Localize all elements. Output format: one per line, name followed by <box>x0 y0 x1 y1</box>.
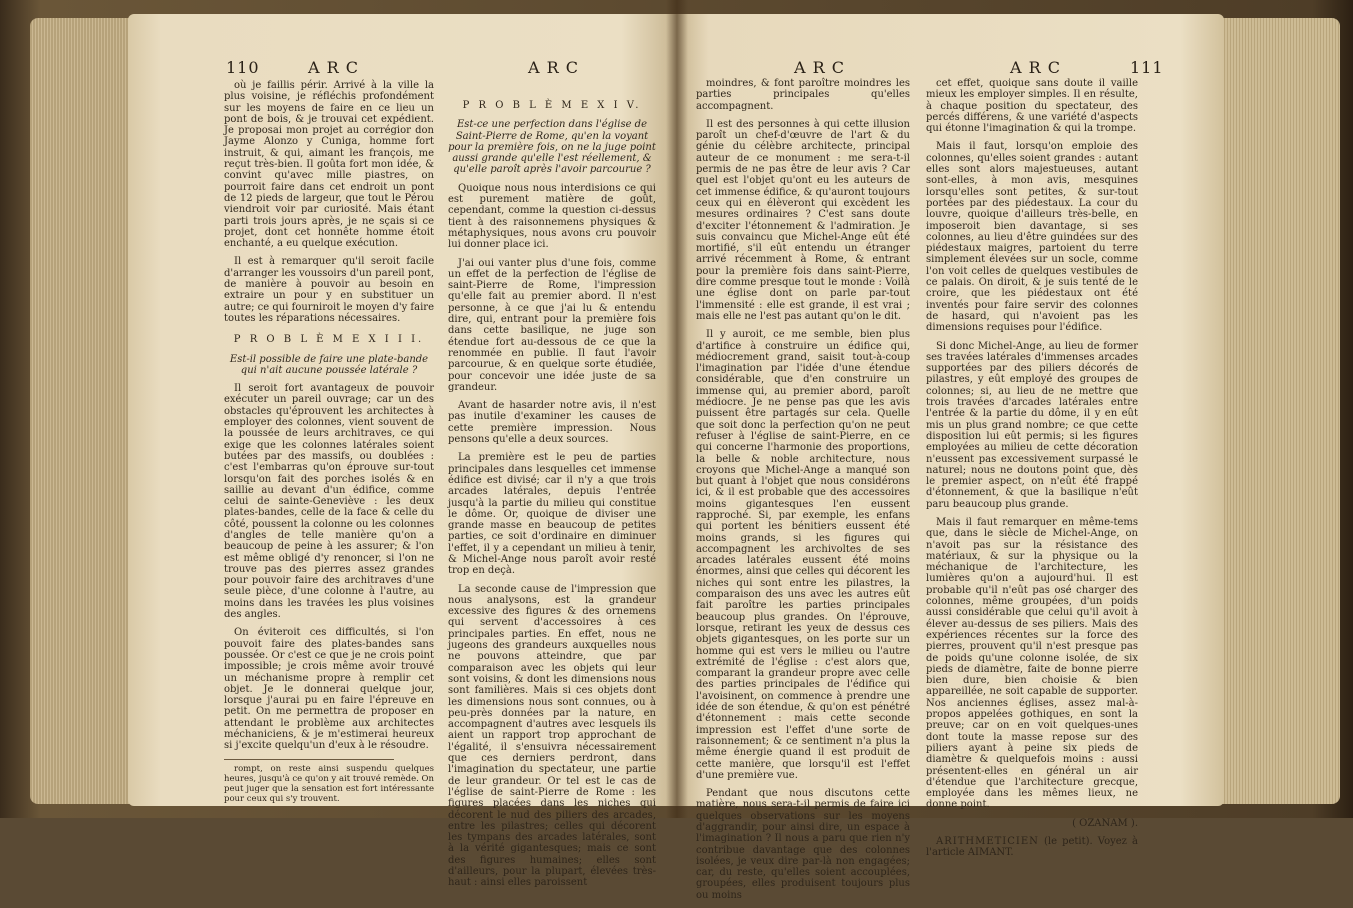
author-signature: ( OZANAM ). <box>1072 817 1138 829</box>
paragraph: Il seroit fort avantageux de pouvoir exécuter un pareil ouvrage; car un des obstacles qu'éprouvent les architectes à employer des colonnes, vient souvent de la poussée de leurs architraves, ce qui exige que les colonnes latérales soient butées par des massifs, ou doublées : c'est l'embarras qu'on éprouve sur-tout lorsqu'on fait des porches isolés & en saillie au devant d'un édifice, comme celui de sainte-Geneviève : les deux plates-bandes, celle de la face & celle du côté, poussent la colonne ou les colonnes d'angles de telle manière qu'on a beaucoup de peine à les assurer; & l'on est même obligé d'y renoncer, si l'on ne trouve pas des pierres assez grandes pour pouvoir faire des architraves d'une seule pièce, d'une colonne à l'autre, au moins dans les travées les plus voisines des angles. <box>224 383 434 621</box>
right-page-stack <box>1222 18 1340 804</box>
paragraph: La première est le peu de parties principales dans lesquelles cet immense édifice est divisé; car il n'y a que trois arcades latérales, depuis l'entrée jusqu'à la partie du milieu qui constitue le dôme. Or, quoique de diviser une grande masse en beaucoup de petites parties, ce soit d'ordinaire en diminuer l'effet, il y a cependant un milieu à tenir, & Michel-Ange nous paroît avoir resté trop en deçà. <box>448 452 656 577</box>
page-number-left: 110 <box>226 58 260 77</box>
right-column-1 <box>696 78 910 908</box>
entry-headword: ARITHMETICIEN <box>936 836 1039 847</box>
paragraph: Si donc Michel-Ange, au lieu de former ses travées latérales d'immenses arcades supportées par des piliers décorés de pilastres, y eût employé des groupes de colonnes; si, au lieu de ne mettre que trois travées d'arcades latérales entre l'entrée & la partie du dôme, il y en eût mis un plus grand nombre; ce que cette disposition lui eût permis; si les figures employées au milieu de cette décoration n'eussent pas excessivement surpassé le naturel; nous ne doutons point que, dès le premier aspect, on n'eût été frappé d'étonnement, & que la basilique n'eût paru beaucoup plus grande. <box>926 340 1138 510</box>
right-page <box>676 14 1224 901</box>
paragraph: Mais il faut remarquer en même-tems que, dans le siècle de Michel-Ange, on n'avoit pas sur la résistance des matériaux, & sur la physique ou la méchanique de l'architecture, les lumières qu'on a aujourd'hui. Il est probable qu'il n'eût pas osé charger des colonnes, même groupées, d'un poids aussi considérable que celui qu'il avoit à élever au-dessus de ses piliers. Mais des expériences récentes sur la force des pierres, prouvent qu'il n'est presque pas de poids qu'une colonne isolée, de six pieds de diamètre, faite de bonne pierre bien dure, bien choisie & bien appareillée, ne soit capable de supporter. Nos anciennes églises, assez mal-à-propos appelées gothiques, en sont la preuve; car on en voit quelques-unes dont toute la masse repose sur des piliers ayant à peine six pieds de diamètre & quelquefois moins : aussi présentent-elles en général un air d'étendue que l'architecture grecque, employée dans les mêmes lieux, ne donne point. <box>926 516 1138 811</box>
paragraph: moindres, & font paroître moindres les parties principales qu'elles accompagnent. <box>696 78 910 112</box>
right-column-2 <box>926 78 1138 866</box>
paragraph: cet effet, quoique sans doute il vaille mieux les employer simples. Il en résulte, à chaque position du spectateur, des percés différens, & une variété d'aspects qui étonne l'imagination & qui la trompe. <box>926 78 1138 135</box>
page-number-right: 111 <box>1130 58 1164 77</box>
paragraph: Avant de hasarder notre avis, il n'est pas inutile d'examiner les causes de cette première impression. Nous pensons qu'elle a deux sources. <box>448 400 656 446</box>
paragraph: On éviteroit ces difficultés, si l'on pouvoit faire des plates-bandes sans poussée. Or c'est ce que je ne crois point impossible; je crois même avoir trouvé un méchanisme propre à remplir cet objet. Je le donnerai quelque jour, lorsque j'aurai pu en faire l'épreuve en petit. On me permettra de proposer en attendant le problème aux architectes méchaniciens, & je m'estimerai heureux si j'excite quelqu'un d'eux à le résoudre. <box>224 627 434 752</box>
entry-crossref: (le petit). Voyez à l'article AIMANT. <box>926 836 1138 859</box>
running-head-left-col2: A R C <box>528 58 580 77</box>
paragraph: Il y auroit, ce me semble, bien plus d'artifice à construire un édifice qui, médiocrement grand, saisit tout-à-coup l'imagination par l'idée d'une étendue considérable, que d'en construire un immense qui, au premier abord, paroît médiocre. Je ne pense pas que les avis puissent être partagés sur cela. Quelle que soit donc la perfection qu'on ne peut refuser à l'église de saint-Pierre, en ce qui concerne l'harmonie des proportions, la belle & noble architecture, nous croyons que Michel-Ange a manqué son but quant à l'objet que nous considérons ici, & il est probable que des accessoires moins gigantesques l'en eussent rapproché. Si, par exemple, les enfans qui portent les bénitiers eussent été moins grands, si les figures qui accompagnent les archivoltes de ses arcades latérales eussent été moins énormes, ainsi que celles qui décorent les niches qui sont entre les pilastres, la comparaison des uns avec les autres eût fait paroître les parties principales beaucoup plus grandes. On l'éprouve, lorsque, retirant les yeux de dessus ces objets gigantesques, on les porte sur un homme qui est vers le milieu ou l'autre extrémité de l'église : c'est alors que, comparant la grandeur propre avec celle des parties principales de l'édifice qui l'avoisinent, on commence à prendre une idée de son étendue, & qu'on est pénétré d'étonnement : mais cette seconde impression est l'effet d'une sorte de raisonnement; & ce sentiment n'a plus la même énergie quand il est produit de cette manière, que lorsqu'il est l'effet d'une première vue. <box>696 329 910 781</box>
paragraph: Il est des personnes à qui cette illusion paroît un chef-d'œuvre de l'art & du génie du célèbre architecte, principal auteur de ce monument : me sera-t-il permis de ne pas être de leur avis ? Car quel est l'objet qu'ont eu les auteurs de cet immense édifice, & qu'auront toujours ceux qui en élèveront qui excèdent les mesures ordinaires ? C'est sans doute d'exciter l'étonnement & l'admiration. Je suis convaincu que Michel-Ange eût été mortifié, s'il eût entendu un étranger arrivé récemment à Rome, & entrant pour la première fois dans saint-Pierre, dire comme presque tout le monde : Voilà une église dont on parle par-tout l'immensité : elle est grande, il est vrai ; mais elle ne l'est pas autant qu'on le dit. <box>696 118 910 322</box>
left-page <box>128 14 676 889</box>
problem-question: Est-il possible de faire une plate-bande qui n'ait aucune poussée latérale ? <box>229 353 429 376</box>
book-spine-shadow <box>666 0 688 818</box>
problem-title: P R O B L È M E X I V. <box>462 100 642 111</box>
paragraph: La seconde cause de l'impression que nous analysons, est la grandeur excessive des figures & des ornemens qui servent d'accessoires à ces principales parties. En effet, nous ne jugeons des grandeurs auxquelles nous ne pouvons atteindre, que par comparaison avec les objets qui leur sont voisins, & dont les dimensions nous sont familières. Mais si ces objets dont les dimensions nous sont connues, ou à peu-près données par la nature, en accompagnent d'autres avec lesquels ils aient un rapport trop approchant de l'égalité, il s'ensuivra nécessairement que ces derniers perdront, dans l'imagination du spectateur, une partie de leur grandeur. Or tel est le cas de l'église de saint-Pierre de Rome : les figures placées dans les niches qui décorent le nud des piliers des arcades, entre les pilastres; celles qui décorent les tympans des arcades latérales, sont à la vérité gigantesques; mais ce sont des figures humaines; elles sont d'ailleurs, pour la plupart, élevées très-haut : ainsi elles paroissent <box>448 583 656 889</box>
paragraph: Mais il faut, lorsqu'on emploie des colonnes, qu'elles soient grandes : autant elles sont alors majestueuses, autant sont-elles, à mon avis, mesquines lorsqu'elles sont petites, & sur-tout portées par des piédestaux. La cour du louvre, quoique d'ailleurs très-belle, en imposeroit bien davantage, si ses colonnes, au lieu d'être guindées sur des piédestaux maigres, partoient du terre simplement élevées sur un socle, comme l'on voit celles de quelques vestibules de ce palais. On diroit, & je suis tenté de le croire, que les piédestaux ont été inventés pour faire servir des colonnes de hasard, qui n'avoient pas les dimensions requises pour l'édifice. <box>926 141 1138 334</box>
paragraph: Pendant que nous discutons cette matière, nous sera-t-il permis de faire ici quelques observations sur les moyens d'aggrandir, pour ainsi dire, un espace à l'imagination ? Il nous a paru que rien n'y contribue davantage que des colonnes isolées, je veux dire par-là non engagées; car, du reste, qu'elles soient accouplées, groupées, elles produisent toujours plus ou moins <box>696 788 910 901</box>
running-head-right-col2: A R C <box>1010 58 1062 77</box>
left-column-1 <box>224 80 434 811</box>
running-head-right: A R C <box>794 58 846 77</box>
running-head-left: A R C <box>308 58 360 77</box>
footnote-rule <box>224 759 394 760</box>
problem-question: Est-ce une perfection dans l'église de Saint-Pierre de Rome, qu'en la voyant pour la première fois, on ne la juge point aussi grande qu'elle l'est réellement, & qu'elle paroît après l'avoir parcourue ? <box>448 119 656 176</box>
paragraph: où je faillis périr. Arrivé à la ville la plus voisine, je réfléchis profondément sur les moyens de faire en ce lieu un pont de bois, & je trouvai cet expédient. Je proposai mon projet au corrégior don Jayme Alonzo y Cuniga, homme fort instruit, & qui, aimant les françois, me reçut très-bien. Il goûta fort mon idée, & convint qu'avec mille piastres, on pourroit faire dans cet endroit un pont de 12 pieds de largeur, que tout le Pérou viendroit voir par curiosité. Mais étant parti trois jours après, je ne sçais si ce projet, dont cet honnête homme étoit enchanté, a eu quelque exécution. <box>224 80 434 250</box>
left-page-stack <box>30 18 130 804</box>
left-column-2 <box>448 90 656 896</box>
paragraph: J'ai oui vanter plus d'une fois, comme un effet de la perfection de l'église de saint-Pierre de Rome, l'impression qu'elle fait au premier abord. Il n'est personne, à ce que j'ai lu & entendu dire, qui, entrant pour la première fois dans cette basilique, ne juge son étendue fort au-dessous de ce que la renommée en publie. Il faut l'avoir parcourue, & en quelque sorte étudiée, pour concevoir une idée juste de sa grandeur. <box>448 257 656 393</box>
dictionary-entry <box>926 836 1138 859</box>
problem-title: P R O B L È M E X I I I. <box>233 334 425 346</box>
paragraph: Quoique nous nous interdisions ce qui est purement matière de goût, cependant, comme la question ci-dessus tient à des raisonnemens physiques & métaphysiques, nous avons cru pouvoir lui donner place ici. <box>448 182 656 251</box>
paragraph: Il est à remarquer qu'il seroit facile d'arranger les voussoirs d'un pareil pont, de manière à pouvoir au besoin en extraire un pour y en substituer un autre; ce qui fourniroit le moyen d'y faire toutes les réparations nécessaires. <box>224 256 434 324</box>
footnote: rompt, on reste ainsi suspendu quelques heures, jusqu'à ce qu'on y ait trouvé remède. On peut juger que la sensation est fort intéressante pour ceux qui s'y trouvent. <box>224 763 434 804</box>
